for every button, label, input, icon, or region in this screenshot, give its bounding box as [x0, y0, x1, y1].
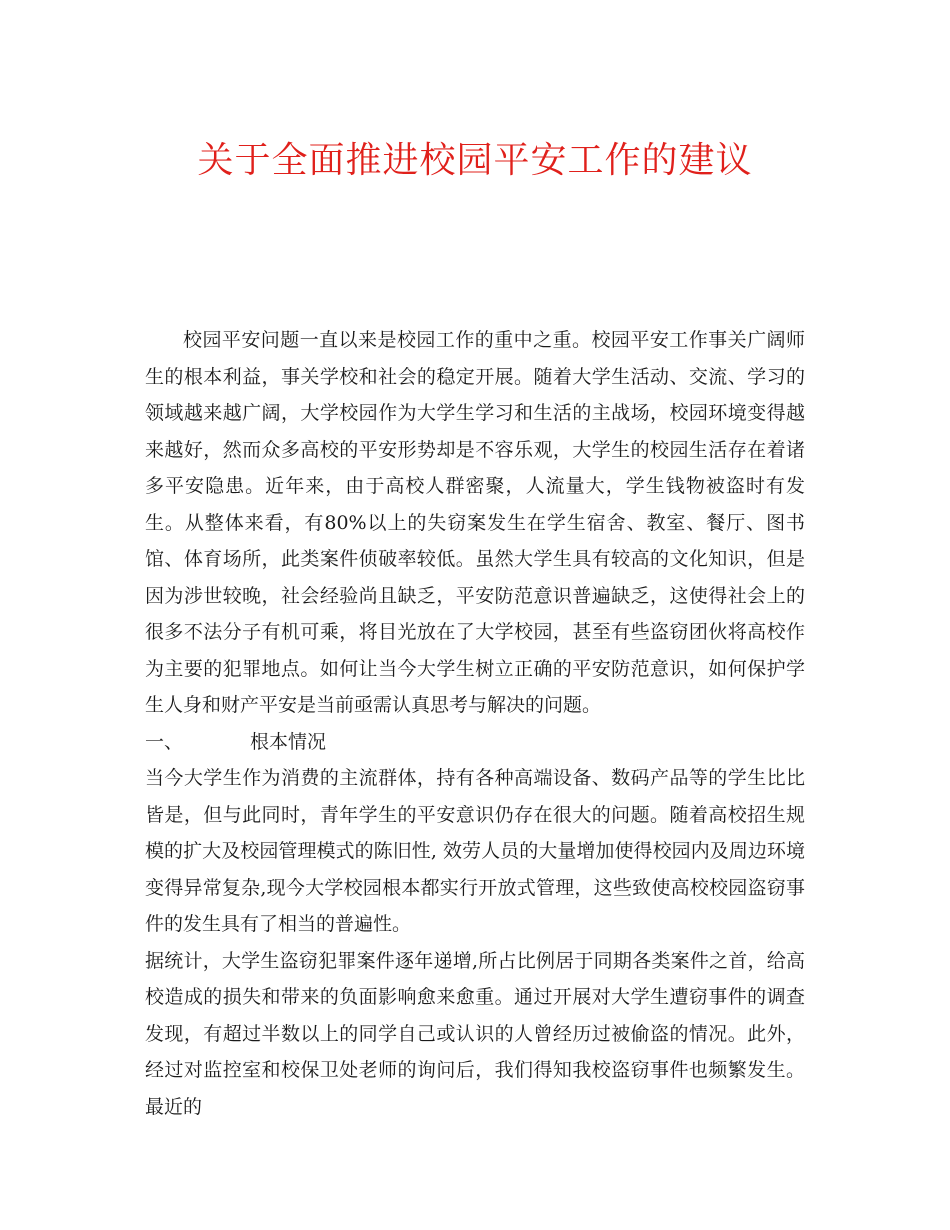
section-number: 一、: [145, 730, 184, 753]
document-title: 关于全面推进校园平安工作的建议: [197, 140, 753, 181]
paragraph-intro: 校园平安问题一直以来是校园工作的重中之重。校园平安工作事关广阔师生的根本利益，事关学校和社会的稳定开展。随着大学生活动、交流、学习的领域越来越广阔，大学校园作为大学生学习和生活的主战场，校园环境变得越来越好，然而众多高校的平安形势却是不容乐观，大学生的校园生活存在着诸多平安隐患。近年来，由于高校人群密聚，人流量大，学生钱物被盗时有发生。从整体来看，有80%以上的失窃案发生在学生宿舍、教室、餐厅、图书馆、体育场所，此类案件侦破率较低。虽然大学生具有较高的文化知识，但是因为涉世较晚，社会经验尚且缺乏，平安防范意识普遍缺乏，这使得社会上的很多不法分子有机可乘，将目光放在了大学校园，甚至有些盗窃团伙将高校作为主要的犯罪地点。如何让当今大学生树立正确的平安防范意识，如何保护学生人身和财产平安是当前亟需认真思考与解决的问题。: [145, 329, 805, 716]
section-heading-1: [145, 724, 805, 761]
paragraph-basic-situation: 当今大学生作为消费的主流群体，持有各种高端设备、数码产品等的学生比比皆是，但与此同时，青年学生的平安意识仍存在很大的问题。随着高校招生规模的扩大及校园管理模式的陈旧性, 效劳人员的大量增加使得校园内及周边环境变得异常复杂,现今大学校园根本都实行开放式管理，这些致使高校校园盗窃事件的发生具有了相当的普遍性。: [145, 767, 805, 935]
paragraph-statistics: 据统计，大学生盗窃犯罪案件逐年递增,所占比例居于同期各类案件之首，给高校造成的损失和带来的负面影响愈来愈重。通过开展对大学生遭窃事件的调查发现，有超过半数以上的同学自己或认识的人曾经历过被偷盗的情况。此外，经过对监控室和校保卫处老师的询问后，我们得知我校盗窃事件也频繁发生。最近的: [145, 949, 805, 1118]
section-title: 根本情况: [250, 730, 327, 753]
document-body: [145, 322, 805, 1125]
